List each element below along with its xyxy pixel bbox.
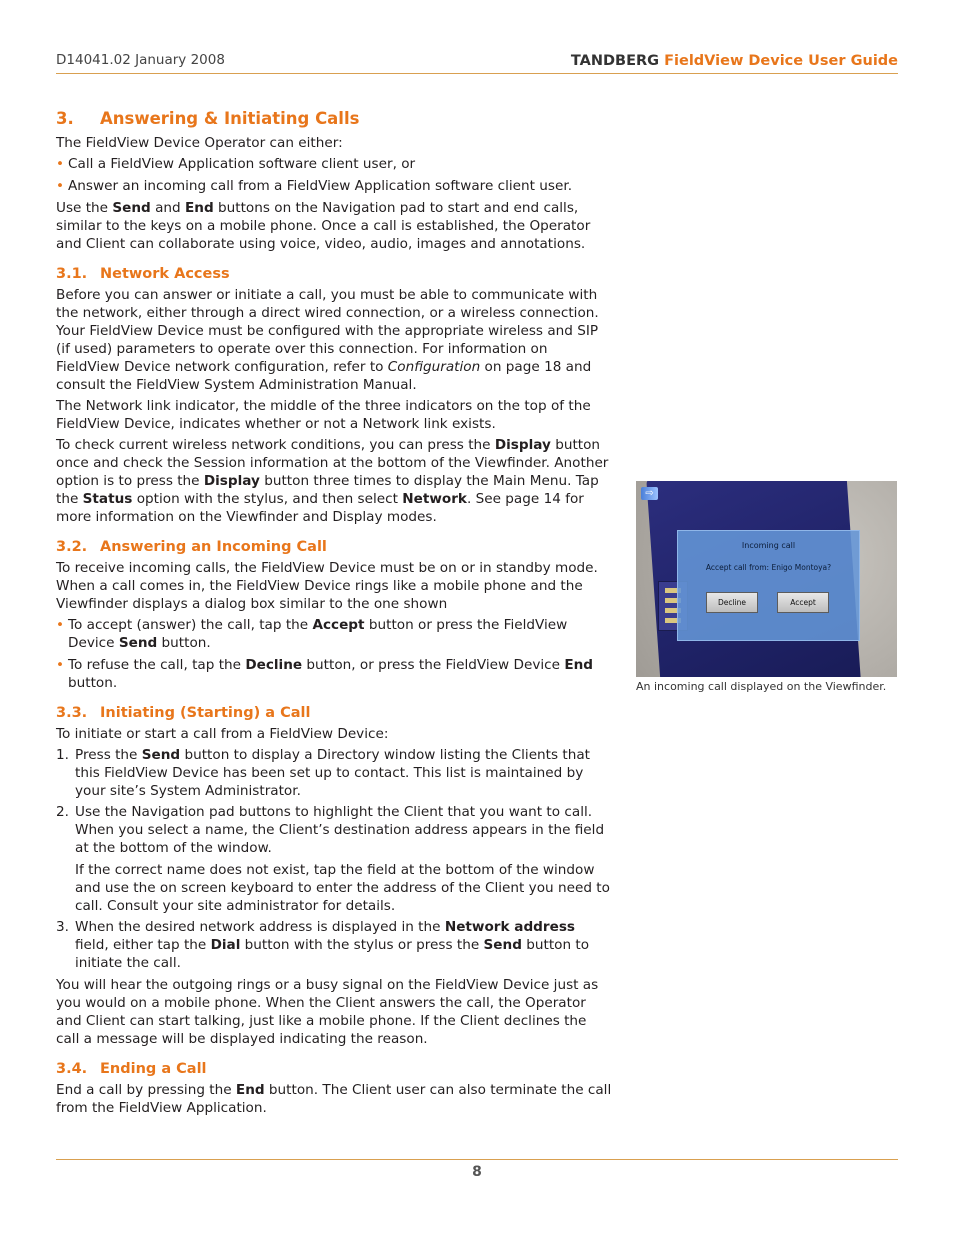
section-3-heading: 3. Answering & Initiating Calls [56, 109, 360, 128]
section-3-1-heading: 3.1. Network Access [56, 266, 230, 282]
dialog-title: Incoming call [741, 541, 796, 550]
header-rule [56, 73, 898, 74]
bullet-icon: • [56, 657, 65, 673]
accept-button: Accept [777, 592, 829, 613]
bullet-icon: • [56, 617, 65, 633]
list-item: 1. Press the Send button to display a Directory window listing the Clients that this FieldView Device has been set up to contact. This list is maintained by your site’s System Administrator. [56, 747, 591, 799]
section-3-bullets [56, 155, 612, 195]
main-content [56, 109, 612, 1120]
section-3-intro: The FieldView Device Operator can either: [56, 135, 343, 151]
figure-caption: An incoming call displayed on the Viewfinder. [636, 680, 887, 693]
footer-rule [56, 1159, 898, 1160]
network-indicator-paragraph: The Network link indicator, the middle of the three indicators on the top of the FieldView Device, indicates whether or not a Network link exists. [56, 398, 591, 432]
list-item: 3. When the desired network address is displayed in the Network address field, either tap the Dial button with the stylus or press the Send button to initiate the call. [56, 919, 590, 971]
brand-name: TANDBERG [570, 53, 660, 69]
incoming-call-bullets [56, 616, 612, 692]
wireless-conditions-paragraph: To check current wireless network conditions, you can press the Display button once and check the Session information at the bottom of the Viewfinder. Another option is to press the Display button three times to display the Main Menu. Tap the Status option with the stylus, and then select Network. See page 14 for more information on the Viewfinder and Display modes. [56, 437, 609, 525]
header-guide-title [571, 53, 898, 69]
list-item: • To accept (answer) the call, tap the Accept button or press the FieldView Device Send button. [56, 617, 568, 651]
incoming-call-dialog [677, 530, 860, 641]
section-3-4-heading: 3.4. Ending a Call [56, 1061, 207, 1077]
dialog-message: Accept call from: Enigo Montoya? [705, 563, 832, 572]
list-item: • Answer an incoming call from a FieldView Application software client user. [56, 178, 573, 194]
page-number: 8 [472, 1164, 482, 1180]
section-3-paragraph: Use the Send and End buttons on the Navigation pad to start and end calls, similar to the keys on a mobile phone. Once a call is established, the Operator and Client can collaborate using voice, video, audio, images and annotations. [56, 200, 591, 252]
outgoing-call-paragraph: You will hear the outgoing rings or a busy signal on the FieldView Device just as you would on a mobile phone. When the Client answers the call, the Operator and Client can start talking, just like a mobile phone. If the Client declines the call a message will be displayed indicating the reason. [56, 977, 599, 1047]
initiate-call-steps [56, 746, 612, 972]
decline-button: Decline [706, 592, 758, 613]
section-3-3-heading: 3.3. Initiating (Starting) a Call [56, 705, 311, 721]
header-doc-id: D14041.02 January 2008 [56, 52, 225, 68]
incoming-call-paragraph: To receive incoming calls, the FieldView Device must be on or in standby mode. When a call comes in, the FieldView Device rings like a mobile phone and the Viewfinder displays a dialog box similar to the one shown [56, 560, 598, 612]
bullet-icon: • [56, 178, 65, 194]
step-2-note: If the correct name does not exist, tap the field at the bottom of the window and use the on screen keyboard to enter the address of the Client you need to call. Consult your site administrator for details. [75, 862, 610, 914]
guide-title: FieldView Device User Guide [664, 53, 898, 69]
end-call-paragraph: End a call by pressing the End button. The Client user can also terminate the call from the FieldView Application. [56, 1082, 612, 1116]
section-3-2-heading: 3.2. Answering an Incoming Call [56, 539, 327, 555]
network-access-paragraph: Before you can answer or initiate a call, you must be able to communicate with the network, either through a direct wired connection, or a wireless connection. Your FieldView Device must be configured with the appropriate wireless and SIP (if used) parameters to operate over this connection. For information on FieldView Device network configuration, refer to Configuration on page 18 and consult the FieldView System Administration Manual. [56, 287, 599, 393]
list-item: • Call a FieldView Application software client user, or [56, 156, 416, 172]
viewfinder-photo [636, 481, 897, 677]
app-logo-icon: ⇨ [641, 487, 658, 500]
list-item: • To refuse the call, tap the Decline button, or press the FieldView Device End button. [56, 657, 594, 691]
initiate-call-intro: To initiate or start a call from a FieldView Device: [56, 726, 389, 742]
bullet-icon: • [56, 156, 65, 172]
list-item: 2. Use the Navigation pad buttons to highlight the Client that you want to call. When you select a name, the Client’s destination address appears in the field at the bottom of the window. If the correct name does not exist, tap the field at the bottom of the window and use the on screen keyboard to enter the address of the Client you need to call. Consult your site administrator for details. [56, 803, 612, 915]
